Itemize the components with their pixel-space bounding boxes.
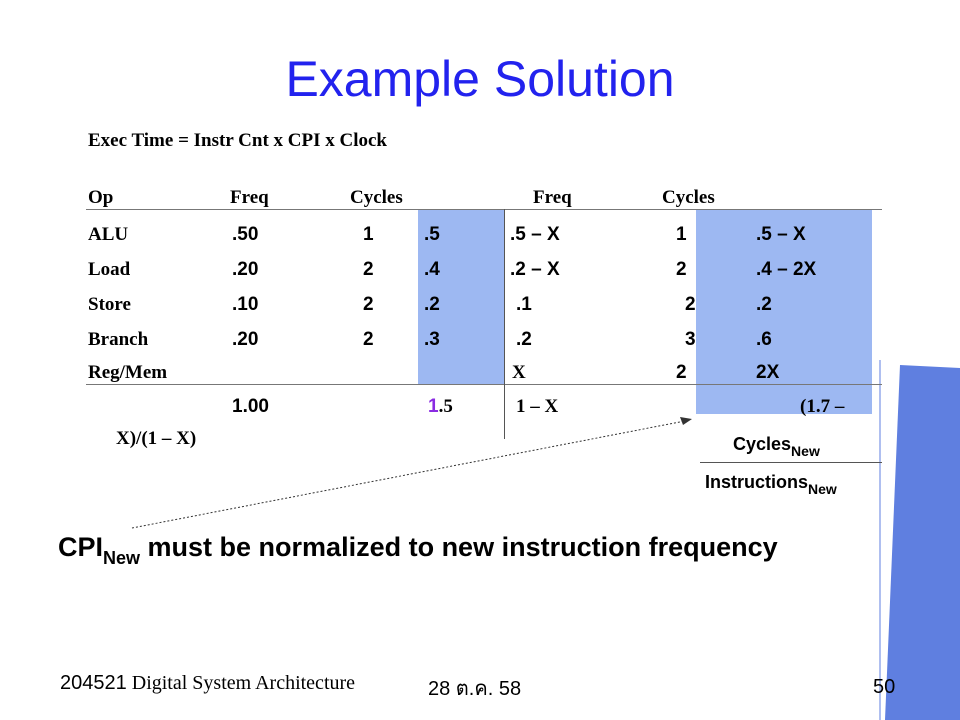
product-cell: .4 xyxy=(424,259,440,280)
arrow-line xyxy=(132,420,690,528)
product-cell: .5 xyxy=(424,224,440,245)
op-label: Reg/Mem xyxy=(88,362,168,383)
footer-date: 28 ต.ค. 58 xyxy=(428,678,522,700)
freq-new-cell: .1 xyxy=(516,294,532,315)
product-new-cell: .5 – X xyxy=(756,224,806,245)
total-cpi-int: 1 xyxy=(428,396,439,417)
freq-cell: .20 xyxy=(232,329,259,350)
op-label: Load xyxy=(88,259,131,280)
cpi-new-expression-cont: X)/(1 – X) xyxy=(116,428,197,449)
op-label: ALU xyxy=(88,224,129,245)
freq-cell: .10 xyxy=(232,294,259,315)
note-text: must be normalized to new instruction frequency xyxy=(140,532,778,562)
page-title: Example Solution xyxy=(285,51,675,107)
cpi-new-expression: (1.7 – xyxy=(800,396,845,417)
right-edge-decoration xyxy=(885,365,960,720)
fraction-bar xyxy=(700,462,882,463)
exec-time-formula: Exec Time = Instr Cnt x CPI x Clock xyxy=(88,130,387,151)
header-cycles: Cycles xyxy=(350,187,403,208)
cycles-cell: 2 xyxy=(363,259,374,280)
total-freq-new: 1 – X xyxy=(516,396,559,417)
total-freq: 1.00 xyxy=(232,396,269,417)
cycles-new-cell: 2 xyxy=(676,362,687,383)
product-new-cell: .6 xyxy=(756,329,772,350)
cycles-cell: 2 xyxy=(363,294,374,315)
header-cycles-new: Cycles xyxy=(662,187,715,208)
header-freq-new: Freq xyxy=(533,187,572,208)
denominator-text: Instructions xyxy=(705,472,809,492)
note-cpi: CPI xyxy=(58,532,104,562)
total-cpi-frac: .5 xyxy=(438,396,453,417)
freq-new-cell: .2 xyxy=(516,329,532,350)
freq-new-cell: .2 – X xyxy=(510,259,560,280)
total-cpi xyxy=(428,396,453,418)
cycles-cell: 1 xyxy=(363,224,374,245)
freq-cell: .50 xyxy=(232,224,259,245)
course-name: Digital System Architecture xyxy=(126,672,356,694)
product-cell: .3 xyxy=(424,329,440,350)
cycles-new-cell: 2 xyxy=(676,259,687,280)
instructions-new-denominator xyxy=(705,472,837,497)
op-label: Branch xyxy=(88,329,149,350)
numerator-sub: New xyxy=(791,443,820,459)
header-freq: Freq xyxy=(230,187,269,208)
cycles-new-cell: 2 xyxy=(685,294,696,315)
normalization-note xyxy=(58,532,778,569)
product-new-cell: 2X xyxy=(756,362,780,383)
header-rule xyxy=(86,209,882,210)
product-cell: .2 xyxy=(424,294,440,315)
denominator-sub: New xyxy=(808,481,837,497)
freq-new-cell: X xyxy=(512,362,526,383)
numerator-text: Cycles xyxy=(733,434,792,454)
header-op: Op xyxy=(88,187,114,208)
arrow-head xyxy=(680,417,692,425)
cycles-cell: 2 xyxy=(363,329,374,350)
cycles-new-cell: 1 xyxy=(676,224,687,245)
op-label: Store xyxy=(88,294,131,315)
product-new-cell: .4 – 2X xyxy=(756,259,817,280)
freq-new-cell: .5 – X xyxy=(510,224,560,245)
course-number: 204521 xyxy=(60,672,127,694)
note-sub: New xyxy=(103,548,141,568)
product-new-cell: .2 xyxy=(756,294,772,315)
cycles-new-cell: 3 xyxy=(685,329,696,350)
page-number: 50 xyxy=(873,676,896,698)
footer-course xyxy=(60,672,355,695)
cycles-new-numerator xyxy=(733,434,820,459)
column-divider xyxy=(504,209,505,439)
totals-rule xyxy=(86,384,882,385)
freq-cell: .20 xyxy=(232,259,259,280)
